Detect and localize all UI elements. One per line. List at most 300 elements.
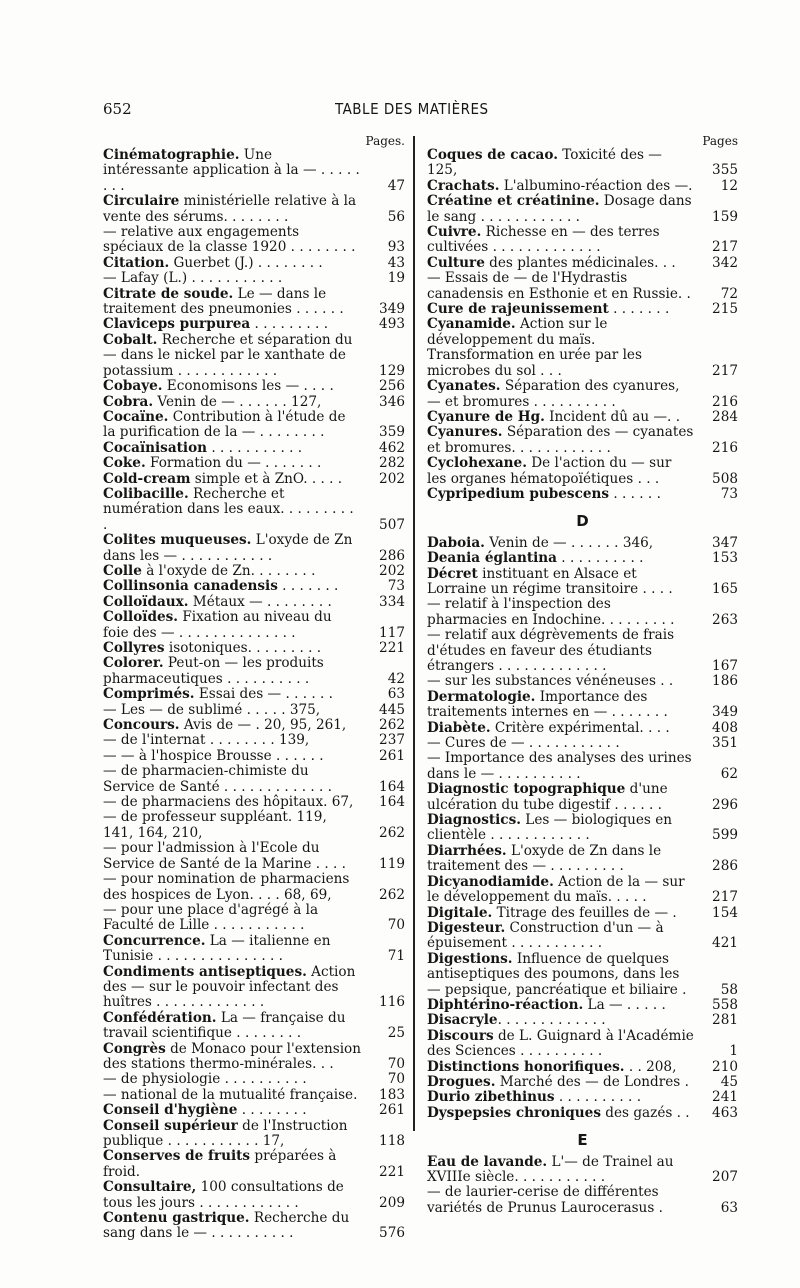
entry-page: 73 [720, 485, 738, 502]
entry-description: Le — dans le traitement des pneumonies . . . . . . [103, 285, 344, 318]
entry-description: . . . . . . . . . . . [207, 439, 303, 456]
entry-page: 154 [712, 904, 738, 921]
entry-heading: Cold-cream [103, 470, 191, 487]
entry-heading: Deania églantina [427, 550, 557, 567]
entry-page: 296 [712, 796, 738, 813]
entry-text [103, 718, 361, 733]
entry-page: 261 [379, 747, 405, 764]
index-entry [427, 379, 738, 410]
entry-description: — sur les substances vénéneuses . . [427, 673, 674, 690]
index-entry [427, 567, 738, 598]
entry-text [427, 844, 694, 875]
entry-page: 408 [712, 719, 738, 736]
entry-heading: Discours [427, 1027, 494, 1044]
entry-description: — de laurier-cerise de différentes variétés de Prunus Laurocerasus . [427, 1184, 663, 1216]
index-entry [103, 903, 405, 934]
entry-description: Importance des traitements internes en — . . . . . . . [427, 688, 668, 721]
entry-page: 261 [379, 1102, 405, 1119]
entry-page: 164 [379, 794, 405, 811]
entry-heading: Cocaïne. [103, 408, 169, 425]
entry-text [427, 628, 694, 674]
entry-page: 216 [712, 439, 738, 456]
entry-text [103, 256, 361, 271]
entry-heading: Digesteur. [427, 919, 506, 936]
entry-page: 262 [379, 717, 405, 734]
entry-description: isotoniques. . . . . . . . . [164, 640, 322, 656]
entry-text [427, 1060, 694, 1075]
entry-description: — de l'internat . . . . . . . . 139, [103, 732, 310, 749]
entry-page: 209 [379, 1194, 405, 1211]
entry-heading: Collyres [103, 640, 165, 656]
entry-text [103, 687, 361, 702]
entry-description: La — . . . . . [583, 996, 666, 1013]
entry-page: 70 [387, 1071, 405, 1088]
index-entry [103, 379, 405, 394]
entry-text [103, 148, 361, 194]
entry-heading: Diabète. [427, 719, 491, 736]
entry-list [103, 148, 405, 1242]
entry-text [103, 271, 361, 286]
pages-label: Pages. [365, 134, 405, 148]
entry-text [427, 256, 694, 271]
entry-description: — relatif à l'inspection des pharmacies en Indochine. . . . . . . . . [427, 596, 675, 628]
entry-page: 217 [712, 362, 738, 379]
entry-heading: Conseil supérieur [103, 1117, 238, 1134]
index-entry [427, 597, 738, 628]
entry-description: Peut-on — les produits pharmaceutiques . . . . . . . . . . [103, 655, 324, 687]
entry-page: 116 [379, 994, 405, 1011]
index-entry [427, 751, 738, 782]
index-entry [103, 703, 405, 718]
entry-heading: Contenu gastrique. [103, 1210, 250, 1227]
entry-page: 117 [379, 624, 405, 641]
entry-text [427, 952, 694, 998]
entry-page: 202 [379, 470, 405, 487]
entry-text [103, 564, 361, 579]
entry-heading: Cure de rajeunissement [427, 301, 609, 318]
index-entry [427, 674, 738, 689]
entry-page: 186 [712, 673, 738, 690]
entry-text [427, 921, 694, 952]
entry-description: L'— de Trainel au XVIIIe siècle. . . . . . . . . . . [427, 1153, 674, 1185]
entry-heading: Dyspepsies chroniques [427, 1104, 601, 1121]
entry-text [427, 674, 694, 689]
entry-page: 286 [379, 547, 405, 564]
index-entry [427, 194, 738, 225]
index-entry [427, 952, 738, 998]
entry-text [427, 813, 694, 844]
entry-text [427, 1029, 694, 1060]
entry-heading: Culture [427, 254, 485, 271]
entry-heading: Cyanamide. [427, 316, 516, 333]
entry-page: 342 [712, 254, 738, 271]
index-entry [103, 225, 405, 256]
entry-description: — Cures de — . . . . . . . . . . . [427, 735, 620, 752]
entry-page: 159 [712, 208, 738, 225]
index-entry [427, 1155, 738, 1186]
entry-page: 43 [387, 254, 405, 271]
entry-description: Venin de — . . . . . . 346, [484, 534, 654, 551]
entry-heading: Daboia. [427, 534, 485, 551]
entry-page: 164 [379, 778, 405, 795]
entry-page: 19 [387, 270, 405, 287]
entry-heading: Drogues. [427, 1073, 496, 1090]
index-entry [103, 795, 405, 810]
index-entry [103, 656, 405, 687]
entry-description: Action sur le développement du maïs. Transformation en urée par les microbes du sol . . . [427, 316, 642, 379]
entry-heading: Cobra. [103, 393, 154, 410]
entry-text [427, 721, 694, 736]
entry-description: à l'oxyde de Zn. . . . . . . . [141, 562, 316, 579]
entry-description: simple et à ZnO. . . . . [190, 470, 343, 487]
entry-description: — de pharmaciens des hôpitaux. 67, [103, 794, 354, 811]
entry-page: 281 [712, 1012, 738, 1029]
entry-description: — relatif aux dégrèvements de frais d'études en faveur des étudiants étrangers . . . . . . . . . . . . . [427, 627, 675, 674]
entry-heading: Cyclohexane. [427, 455, 527, 472]
index-entry [103, 718, 405, 733]
entry-text [427, 379, 694, 410]
entry-heading: Crachats. [427, 177, 500, 194]
entry-heading: Colloïdes. [103, 609, 178, 626]
entry-page: 12 [720, 177, 738, 194]
entry-text [427, 906, 694, 921]
entry-description: de L. Guignard à l'Académie des Sciences . . . . . . . . . . [427, 1027, 694, 1060]
index-entry [103, 1119, 405, 1150]
entry-description: Incident dû au —. . [544, 408, 681, 425]
entry-description: — de professeur suppléant. 119, 141, 164, 210, [103, 809, 327, 841]
entry-heading: Coke. [103, 455, 146, 472]
entry-text [103, 965, 361, 1011]
entry-page: 286 [712, 858, 738, 875]
entry-page: 210 [712, 1058, 738, 1075]
index-entry [427, 628, 738, 674]
entry-page: 359 [379, 424, 405, 441]
entry-page: 119 [379, 855, 405, 872]
entry-page: 355 [712, 162, 738, 179]
entry-text [103, 1072, 361, 1087]
index-entry [103, 595, 405, 610]
entry-heading: Disacryle [427, 1012, 498, 1029]
entry-description: Séparation des — cyanates et bromures. . . . . . . . . . . . [427, 424, 694, 456]
index-entry [427, 551, 738, 566]
entry-heading: Congrès [103, 1040, 166, 1057]
entry-text [427, 551, 694, 566]
entry-description: Formation du — . . . . . . . [145, 455, 322, 472]
entry-description: — pour nomination de pharmaciens des hospices de Lyon. . . . 68, 69, [103, 871, 350, 903]
entry-heading: Coques de cacao. [427, 147, 558, 163]
index-entry [427, 317, 738, 379]
index-entry [103, 872, 405, 903]
entry-description: Contribution à l'étude de la purification de la — . . . . . . . . [103, 408, 346, 441]
entry-text [103, 810, 361, 841]
entry-text [427, 736, 694, 751]
entry-text [103, 456, 361, 471]
entry-text [427, 1075, 694, 1090]
index-entry [427, 690, 738, 721]
entry-text [427, 410, 694, 425]
entry-text [427, 998, 694, 1013]
entry-text [427, 194, 694, 225]
entry-text [103, 764, 361, 795]
index-entry [427, 536, 738, 551]
entry-description: Métaux — . . . . . . . . [188, 593, 332, 610]
entry-text [427, 1090, 694, 1105]
page-number: 652 [103, 100, 132, 118]
entry-description: — — à l'hospice Brousse . . . . . . [103, 747, 324, 764]
entry-text [427, 536, 694, 551]
entry-description: Guerbet (J.) . . . . . . . . [169, 254, 323, 271]
entry-text [427, 782, 694, 813]
entry-description: ministérielle relative à la vente des sérums. . . . . . . . [103, 193, 357, 225]
index-entry [103, 1042, 405, 1073]
index-entry [103, 194, 405, 225]
entry-page: 215 [712, 301, 738, 318]
entry-page: 47 [387, 177, 405, 194]
index-entry [427, 813, 738, 844]
index-entry [103, 271, 405, 286]
entry-description: Richesse en — des terres cultivées . . . . . . . . . . . . . [427, 224, 660, 256]
entry-page: 58 [720, 981, 738, 998]
index-entry [103, 148, 405, 194]
entry-text [103, 1180, 361, 1211]
entry-page: 262 [379, 824, 405, 841]
entry-text [103, 595, 361, 610]
entry-page: 221 [379, 640, 405, 656]
entry-heading: Colorer. [103, 655, 164, 672]
entry-text [103, 656, 361, 687]
entry-text [103, 317, 361, 332]
entry-text [427, 148, 694, 179]
entry-text [103, 379, 361, 394]
index-entry [103, 564, 405, 579]
entry-page: 221 [379, 1163, 405, 1180]
entry-text [103, 287, 361, 318]
entry-text [103, 1149, 361, 1180]
entry-heading: Durio zibethinus [427, 1089, 555, 1106]
index-entry [103, 533, 405, 564]
index-entry [427, 921, 738, 952]
entry-heading: Cyanures. [427, 424, 503, 441]
entry-heading: Cocaïnisation [103, 439, 208, 456]
entry-page: 217 [712, 239, 738, 256]
entry-page: 282 [379, 455, 405, 472]
entry-description: La — française du travail scientifique . . . . . . . . [103, 1009, 346, 1042]
entry-text [427, 597, 694, 628]
index-entry [427, 736, 738, 751]
index-entry [103, 333, 405, 379]
entry-description: — Lafay (L.) . . . . . . . . . . . [103, 270, 283, 287]
entry-heading: Confédération. [103, 1009, 217, 1026]
entry-description: Critère expérimental. . . . [490, 719, 670, 736]
entry-heading: Diarrhées. [427, 842, 507, 859]
entry-text [427, 317, 694, 379]
entry-page: 202 [379, 562, 405, 579]
entry-page: 129 [379, 362, 405, 379]
entry-text [103, 441, 361, 456]
index-entry [427, 271, 738, 302]
entry-heading: Condiments antiseptiques. [103, 963, 307, 980]
entry-page: 351 [712, 735, 738, 752]
running-title: TABLE DES MATIÈRES [335, 100, 489, 118]
entry-page: 25 [387, 1025, 405, 1042]
entry-description: — Essais de — de l'Hydrastis canadensis en Esthonie et en Russie. . [427, 270, 691, 302]
entry-text [103, 934, 361, 965]
entry-description: Action de la — sur le développement du maïs. . . . . [427, 873, 685, 906]
entry-text [427, 1185, 694, 1216]
entry-description: Influence de quelques antiseptiques des poumons, dans les — pepsique, pancréatique et biliaire . [427, 950, 687, 998]
index-entry [103, 810, 405, 841]
entry-heading: Colites muqueuses. [103, 532, 252, 549]
entry-description: . . . . . . [609, 485, 661, 502]
index-entry [427, 1106, 738, 1121]
entry-page: 207 [712, 1169, 738, 1185]
entry-text [103, 410, 361, 441]
index-entry [103, 317, 405, 332]
entry-heading: Diagnostic topographique [427, 781, 626, 798]
entry-page: 70 [387, 1055, 405, 1072]
entry-text [427, 1106, 694, 1121]
index-entry [103, 610, 405, 641]
entry-description: instituant en Alsace et Lorraine un régime transitoire . . . . [427, 565, 673, 597]
entry-heading: Cyanates. [427, 378, 501, 395]
entry-text [103, 703, 361, 718]
entry-description: L'albumino-réaction des —. [499, 177, 693, 194]
entry-description: Marché des — de Londres . [495, 1073, 689, 1090]
entry-text [103, 610, 361, 641]
entry-text [103, 1103, 361, 1118]
entry-page: 576 [379, 1225, 405, 1242]
entry-page: 62 [720, 765, 738, 782]
entry-text [103, 1088, 361, 1103]
entry-page: 56 [387, 208, 405, 225]
entry-heading: Colloïdaux. [103, 593, 189, 610]
entry-page: 1 [729, 1043, 738, 1060]
entry-page: 445 [379, 701, 405, 718]
entry-description: Recherche et séparation du — dans le nickel par le xanthate de potassium . . . . . . . . . . . . [103, 331, 353, 379]
index-entry [427, 425, 738, 456]
index-entry [427, 1075, 738, 1090]
entry-description: — relative aux engagements spéciaux de la classe 1920 . . . . . . . . [103, 224, 356, 256]
entry-page: 63 [387, 686, 405, 703]
entry-heading: Décret [427, 565, 478, 582]
entry-text [427, 456, 694, 487]
entry-description: — national de la mutualité française. [103, 1086, 358, 1103]
entry-page: 118 [379, 1133, 405, 1149]
index-entry [103, 687, 405, 702]
index-entry [103, 841, 405, 872]
entry-text [427, 567, 694, 598]
entry-text [103, 903, 361, 934]
entry-text [427, 1155, 694, 1186]
entry-description: — pour une place d'agrégé à la Faculté de Lille . . . . . . . . . . . [103, 901, 319, 934]
index-entry [103, 410, 405, 441]
entry-description: Une intéressante application à la — . . . . . . . . [103, 147, 360, 194]
entry-description: Dosage dans le sang . . . . . . . . . . . . [427, 193, 692, 225]
entry-description: . . . . . . . . [237, 1102, 307, 1119]
entry-page: 558 [712, 996, 738, 1013]
entry-description: La — italienne en Tunisie . . . . . . . . . . . . . . . [103, 932, 331, 965]
entry-page: 71 [387, 948, 405, 965]
entry-description: Les — biologiques en clientèle . . . . . . . . . . . . [427, 812, 673, 844]
index-entry [427, 844, 738, 875]
entry-page: 463 [712, 1104, 738, 1121]
entry-page: 153 [712, 550, 738, 567]
entry-heading: Cobalt. [103, 331, 158, 348]
entry-page: 349 [379, 301, 405, 318]
entry-description: des gazés . . [600, 1104, 690, 1121]
entry-page: 63 [720, 1199, 738, 1216]
entry-heading: Citrate de soude. [103, 285, 234, 302]
entry-description: — de pharmacien-chimiste du Service de Santé . . . . . . . . . . . . . [103, 763, 332, 795]
entry-description: — de physiologie . . . . . . . . . . [103, 1071, 307, 1088]
entry-heading: Digestions. [427, 950, 513, 967]
entry-description: De l'action du — sur les organes hématopoïétiques . . . [427, 455, 672, 487]
index-entry [427, 1029, 738, 1060]
entry-description: Venin de — . . . . . . 127, [153, 393, 322, 410]
entry-page: 237 [379, 732, 405, 749]
entry-page: 216 [712, 393, 738, 410]
entry-text [427, 179, 694, 194]
entry-page: 263 [712, 611, 738, 628]
entry-text [103, 579, 361, 594]
entry-text [427, 1013, 694, 1028]
entry-description: des plantes médicinales. . . [484, 254, 676, 271]
entry-heading: Diphtérino-réaction. [427, 996, 584, 1013]
entry-heading: Comprimés. [103, 686, 195, 703]
index-entry [103, 579, 405, 594]
index-entry [427, 148, 738, 179]
entry-description: . . . . . . . . . . [556, 550, 644, 567]
entry-text [103, 1119, 361, 1150]
index-entry [103, 749, 405, 764]
entry-heading: Cinématographie. [103, 147, 240, 163]
entry-text [103, 533, 361, 564]
entry-page: 284 [712, 408, 738, 425]
entry-description: Construction d'un — à épuisement . . . . . . . . . . . [427, 919, 664, 952]
index-entry [103, 472, 405, 487]
entry-description: Recherche du sang dans le — . . . . . . . . . . [103, 1210, 350, 1242]
index-entry [427, 1013, 738, 1028]
entry-page: 347 [712, 534, 738, 551]
index-entry [103, 1149, 405, 1180]
entry-text [103, 472, 361, 487]
entry-page: 183 [379, 1086, 405, 1103]
entry-text [427, 302, 694, 317]
index-entry [427, 875, 738, 906]
section-letter-d: D [576, 512, 589, 531]
index-entry [427, 782, 738, 813]
index-entry [103, 456, 405, 471]
entry-text [427, 690, 694, 721]
entry-list [427, 1155, 738, 1217]
entry-heading: Cyanure de Hg. [427, 408, 545, 425]
entry-page: 508 [712, 470, 738, 487]
entry-heading: Citation. [103, 254, 170, 271]
index-entry [427, 721, 738, 736]
section-letter-e: E [577, 1131, 588, 1150]
entry-heading: Dicyanodiamide. [427, 873, 554, 890]
entry-page: 599 [712, 827, 738, 844]
entry-heading: Eau de lavande. [427, 1153, 548, 1170]
column-divider [413, 136, 415, 1131]
entry-description: Fixation au niveau du foie des — . . . . . . . . . . . . . . [103, 609, 332, 641]
entry-description: Avis de — . 20, 95, 261, [179, 717, 347, 734]
entry-heading: Cypripedium pubescens [427, 485, 610, 502]
index-entry [427, 487, 738, 502]
index-entry [103, 1072, 405, 1087]
index-entry [427, 1060, 738, 1075]
entry-heading: Conserves de fruits [103, 1148, 251, 1165]
